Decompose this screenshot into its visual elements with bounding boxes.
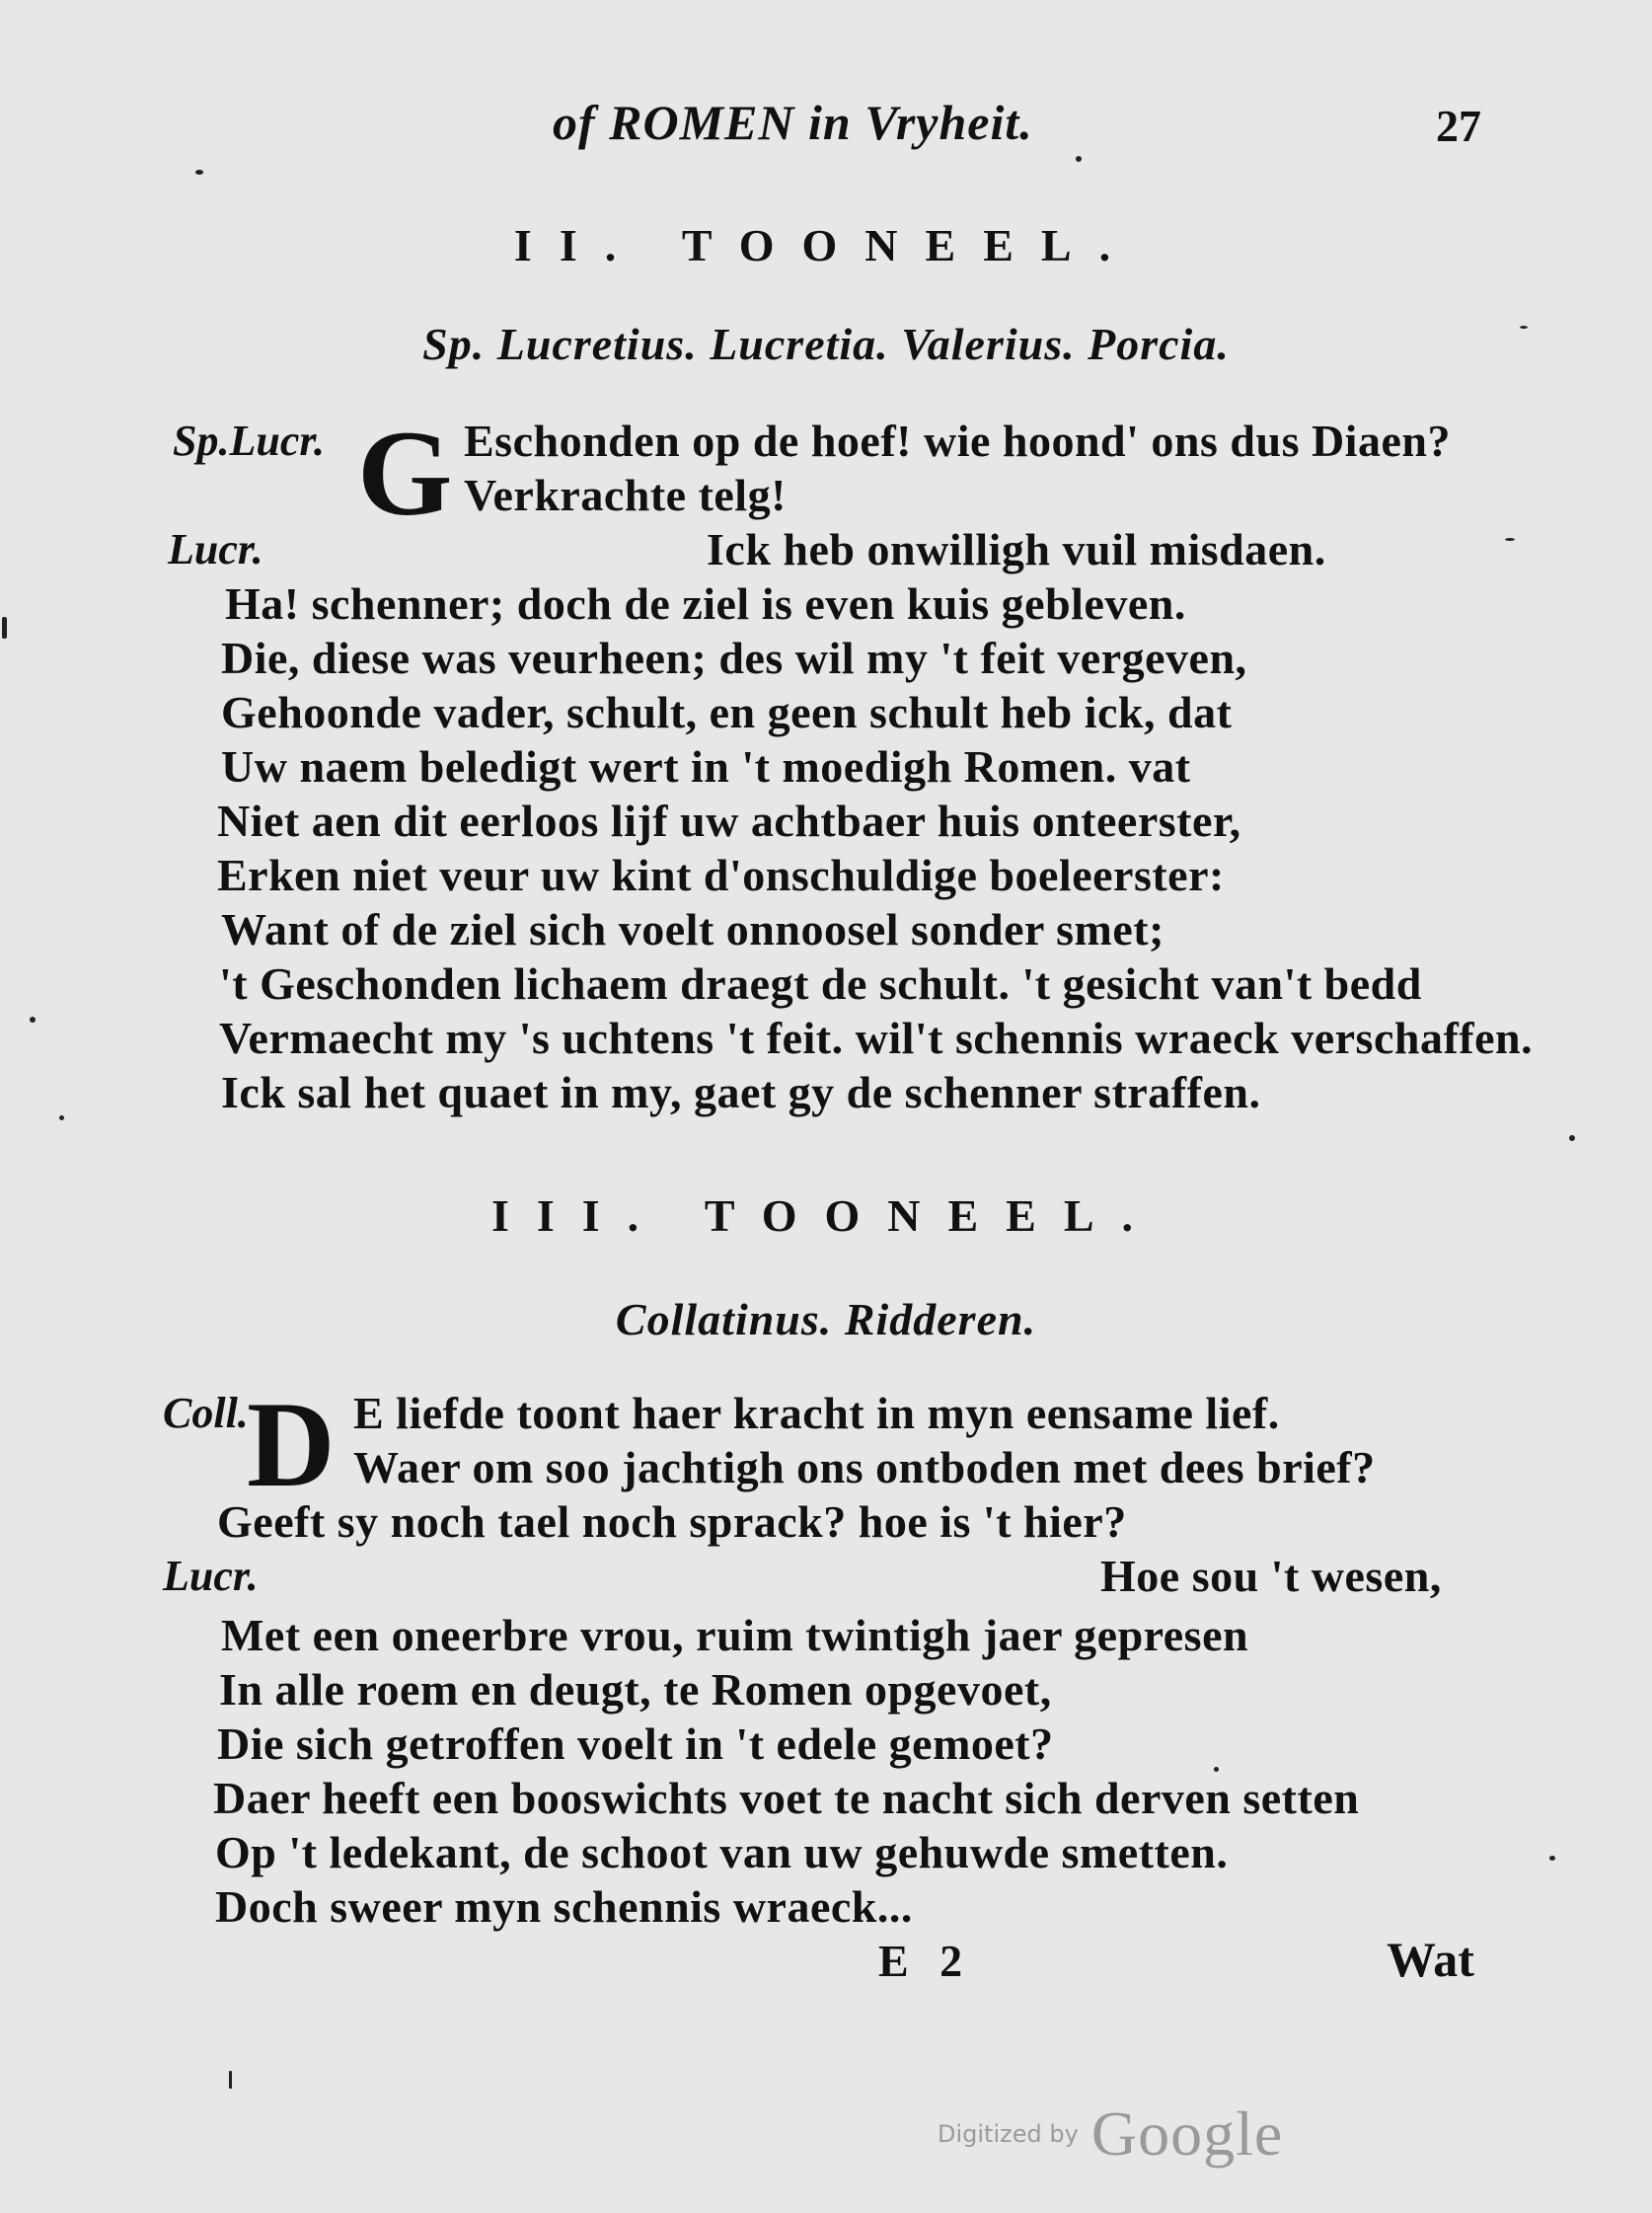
scene-heading-3: III. TOONEEL.: [490, 1190, 1162, 1241]
verse-line: Hoe sou 't wesen,: [1100, 1551, 1442, 1601]
scene-heading-2: II. TOONEEL.: [513, 220, 1139, 270]
verse-line: In alle roem en deugt, te Romen opgevoet,: [219, 1664, 1052, 1715]
catchword: Wat: [1387, 1932, 1474, 1987]
running-head: [0, 94, 1652, 163]
verse-line: Gehoonde vader, schult, en geen schult heb ick, dat: [221, 687, 1233, 737]
scan-speck: [1520, 326, 1528, 329]
google-logo: Google: [1090, 2099, 1284, 2169]
scan-speck: [1549, 1856, 1555, 1861]
cast-list-2: Sp. Lucretius. Lucretia. Valerius. Porcia.: [422, 319, 1230, 369]
speaker-label: Sp.Lucr.: [173, 417, 326, 465]
verse-line: Niet aen dit eerloos lijf uw achtbaer huis onteerster,: [217, 796, 1241, 846]
scan-speck: [1076, 156, 1082, 162]
verse-line: Daer heeft een booswichts voet te nacht sich derven setten: [213, 1773, 1360, 1823]
verse-line: Waer om soo jachtigh ons ontboden met dees brief?: [353, 1442, 1376, 1492]
verse-line: Die sich getroffen voelt in 't edele gemoet?: [217, 1718, 1054, 1769]
speaker-label: Lucr.: [168, 525, 263, 573]
scan-speck: [30, 1017, 36, 1023]
signature-mark: E 2: [878, 1936, 973, 1986]
verse-line: Verkrachte telg!: [464, 470, 787, 520]
scan-speck: [1505, 538, 1515, 541]
verse-line: Ick sal het quaet in my, gaet gy de schenner straffen.: [221, 1067, 1261, 1117]
verse-line: Erken niet veur uw kint d'onschuldige boeleerster:: [217, 850, 1225, 900]
scan-speck: [229, 2071, 232, 2089]
scan-speck: [195, 170, 203, 175]
digitized-by-label: Digitized by: [938, 2120, 1079, 2148]
verse-line: Want of de ziel sich voelt onnoosel sonder smet;: [221, 904, 1164, 954]
verse-line: Met een oneerbre vrou, ruim twintigh jaer gepresen: [221, 1610, 1249, 1660]
cast-list-3: Collatinus. Ridderen.: [615, 1294, 1037, 1344]
page-number: 27: [1436, 101, 1481, 151]
verse-line: Geeft sy noch tael noch sprack? hoe is 't hier?: [217, 1496, 1127, 1547]
speaker-label: Coll.: [163, 1389, 249, 1437]
verse-line: Eschonden op de hoef! wie hoond' ons dus Diaen?: [464, 416, 1451, 466]
verse-line: Ha! schenner; doch de ziel is even kuis gebleven.: [225, 578, 1186, 629]
verse-line: Die, diese was veurheen; des wil my 't feit vergeven,: [221, 633, 1247, 683]
scan-speck: [1214, 1767, 1219, 1772]
drop-cap: G: [357, 406, 453, 541]
scan-speck: [59, 1115, 64, 1120]
drop-cap: D: [247, 1377, 336, 1512]
verse-line: Op 't ledekant, de schoot van uw gehuwde smetten.: [215, 1827, 1229, 1877]
verse-line: Doch sweer myn schennis wraeck...: [215, 1881, 913, 1932]
verse-line: E liefde toont haer kracht in myn eensame lief.: [353, 1388, 1280, 1438]
verse-line: Uw naem beledigt wert in 't moedigh Romen. vat: [221, 741, 1191, 792]
scan-speck: [2, 617, 7, 639]
running-title: of ROMEN in Vryheit.: [553, 95, 1033, 150]
scan-speck: [1569, 1135, 1575, 1141]
verse-line: 't Geschonden lichaem draegt de schult. 't gesicht van't bedd: [219, 958, 1422, 1009]
speaker-label: Lucr.: [163, 1552, 259, 1600]
verse-line: Vermaecht my 's uchtens 't feit. wil't schennis wraeck verschaffen.: [219, 1013, 1534, 1063]
digitized-by-watermark: [938, 2098, 1283, 2171]
verse-line: Ick heb onwilligh vuil misdaen.: [707, 524, 1326, 574]
